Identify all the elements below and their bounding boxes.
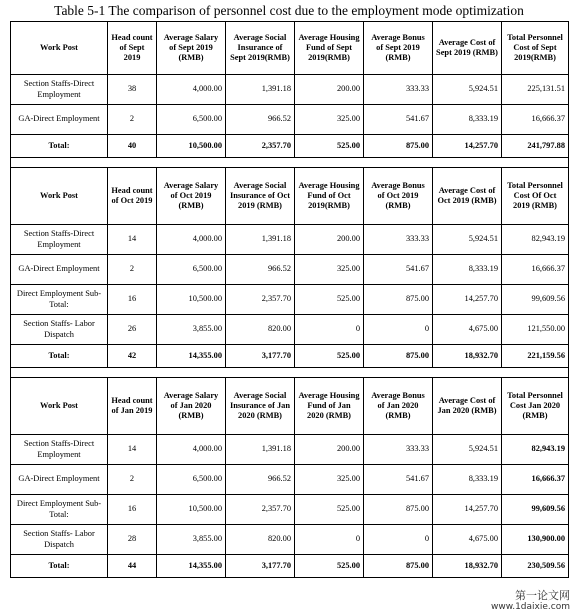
total-cost-cell: 82,943.19 — [502, 435, 569, 465]
head-count-cell: 26 — [108, 315, 157, 345]
header-cell: Head count of Sept 2019 — [108, 22, 157, 75]
total-cost-cell: 225,131.51 — [502, 75, 569, 105]
watermark — [491, 590, 570, 612]
housing-fund-cell: 525.00 — [295, 285, 364, 315]
average-cost-cell: 18,932.70 — [433, 345, 502, 368]
housing-fund-cell: 0 — [295, 315, 364, 345]
average-cost-cell: 14,257.70 — [433, 135, 502, 158]
salary-cell: 3,855.00 — [157, 315, 226, 345]
header-cell: Total Personnel Cost Of Oct 2019 (RMB) — [502, 168, 569, 225]
social-insurance-cell: 2,357.70 — [226, 285, 295, 315]
header-cell: Average Housing Fund of Jan 2020 (RMB) — [295, 378, 364, 435]
total-cost-cell: 99,609.56 — [502, 285, 569, 315]
salary-cell: 4,000.00 — [157, 225, 226, 255]
housing-fund-cell: 200.00 — [295, 225, 364, 255]
section-gap-row — [11, 368, 569, 378]
head-count-cell: 2 — [108, 105, 157, 135]
work-post-cell: Direct Employment Sub-Total: — [11, 285, 108, 315]
bonus-cell: 875.00 — [364, 345, 433, 368]
average-cost-cell: 8,333.19 — [433, 105, 502, 135]
work-post-cell: GA-Direct Employment — [11, 465, 108, 495]
header-cell: Average Bonus of Oct 2019 (RMB) — [364, 168, 433, 225]
header-cell: Average Cost of Oct 2019 (RMB) — [433, 168, 502, 225]
housing-fund-cell: 525.00 — [295, 555, 364, 578]
average-cost-cell: 4,675.00 — [433, 525, 502, 555]
table-row — [11, 255, 569, 285]
head-count-cell: 38 — [108, 75, 157, 105]
social-insurance-cell: 820.00 — [226, 315, 295, 345]
bonus-cell: 541.67 — [364, 255, 433, 285]
work-post-cell: GA-Direct Employment — [11, 255, 108, 285]
section-gap-row — [11, 158, 569, 168]
header-cell: Average Salary of Sept 2019 (RMB) — [157, 22, 226, 75]
table-caption: Table 5-1 The comparison of personnel cost due to the employment mode optimization — [54, 3, 524, 18]
average-cost-cell: 5,924.51 — [433, 435, 502, 465]
gap-cell — [11, 368, 569, 378]
social-insurance-cell: 3,177.70 — [226, 345, 295, 368]
total-cost-cell: 16,666.37 — [502, 255, 569, 285]
housing-fund-cell: 525.00 — [295, 135, 364, 158]
head-count-cell: 44 — [108, 555, 157, 578]
salary-cell: 6,500.00 — [157, 105, 226, 135]
bonus-cell: 333.33 — [364, 75, 433, 105]
total-row — [11, 345, 569, 368]
head-count-cell: 2 — [108, 465, 157, 495]
header-cell: Average Cost of Jan 2020 (RMB) — [433, 378, 502, 435]
social-insurance-cell: 966.52 — [226, 255, 295, 285]
total-cost-cell: 221,159.56 — [502, 345, 569, 368]
social-insurance-cell: 820.00 — [226, 525, 295, 555]
salary-cell: 14,355.00 — [157, 555, 226, 578]
bonus-cell: 541.67 — [364, 465, 433, 495]
total-cost-cell: 241,797.88 — [502, 135, 569, 158]
housing-fund-cell: 325.00 — [295, 255, 364, 285]
header-cell: Average Social Insurance of Sept 2019(RMB) — [226, 22, 295, 75]
housing-fund-cell: 200.00 — [295, 435, 364, 465]
header-cell: Average Salary of Oct 2019 (RMB) — [157, 168, 226, 225]
average-cost-cell: 14,257.70 — [433, 495, 502, 525]
salary-cell: 6,500.00 — [157, 255, 226, 285]
salary-cell: 3,855.00 — [157, 525, 226, 555]
average-cost-cell: 14,257.70 — [433, 285, 502, 315]
table-row — [11, 75, 569, 105]
work-post-cell: Section Staffs-Direct Employment — [11, 225, 108, 255]
header-row — [11, 168, 569, 225]
average-cost-cell: 5,924.51 — [433, 225, 502, 255]
header-cell: Total Personnel Cost of Sept 2019(RMB) — [502, 22, 569, 75]
header-cell: Average Social Insurance of Jan 2020 (RMB) — [226, 378, 295, 435]
bonus-cell: 0 — [364, 315, 433, 345]
average-cost-cell: 8,333.19 — [433, 465, 502, 495]
work-post-cell: GA-Direct Employment — [11, 105, 108, 135]
work-post-cell: Total: — [11, 555, 108, 578]
social-insurance-cell: 2,357.70 — [226, 135, 295, 158]
salary-cell: 10,500.00 — [157, 135, 226, 158]
bonus-cell: 875.00 — [364, 285, 433, 315]
head-count-cell: 28 — [108, 525, 157, 555]
housing-fund-cell: 525.00 — [295, 495, 364, 525]
work-post-cell: Total: — [11, 345, 108, 368]
header-cell: Average Social Insurance of Oct 2019 (RMB) — [226, 168, 295, 225]
social-insurance-cell: 2,357.70 — [226, 495, 295, 525]
header-row — [11, 378, 569, 435]
total-cost-cell: 16,666.37 — [502, 465, 569, 495]
header-cell: Work Post — [11, 168, 108, 225]
header-cell: Average Cost of Sept 2019 (RMB) — [433, 22, 502, 75]
bonus-cell: 333.33 — [364, 435, 433, 465]
total-cost-cell: 121,550.00 — [502, 315, 569, 345]
salary-cell: 4,000.00 — [157, 75, 226, 105]
social-insurance-cell: 1,391.18 — [226, 75, 295, 105]
salary-cell: 14,355.00 — [157, 345, 226, 368]
watermark-title: 第一论文网 — [515, 589, 570, 602]
social-insurance-cell: 1,391.18 — [226, 225, 295, 255]
housing-fund-cell: 325.00 — [295, 105, 364, 135]
bonus-cell: 875.00 — [364, 135, 433, 158]
table-row — [11, 315, 569, 345]
total-cost-cell: 230,509.56 — [502, 555, 569, 578]
table-row — [11, 225, 569, 255]
header-cell: Average Bonus of Sept 2019 (RMB) — [364, 22, 433, 75]
salary-cell: 10,500.00 — [157, 495, 226, 525]
gap-cell — [11, 158, 569, 168]
work-post-cell: Total: — [11, 135, 108, 158]
head-count-cell: 16 — [108, 285, 157, 315]
work-post-cell: Section Staffs- Labor Dispatch — [11, 525, 108, 555]
header-cell: Head count of Jan 2019 — [108, 378, 157, 435]
social-insurance-cell: 3,177.70 — [226, 555, 295, 578]
salary-cell: 6,500.00 — [157, 465, 226, 495]
work-post-cell: Section Staffs- Labor Dispatch — [11, 315, 108, 345]
social-insurance-cell: 1,391.18 — [226, 435, 295, 465]
head-count-cell: 40 — [108, 135, 157, 158]
watermark-url: www.1daixie.com — [490, 602, 570, 612]
header-cell: Average Housing Fund of Oct 2019(RMB) — [295, 168, 364, 225]
head-count-cell: 16 — [108, 495, 157, 525]
work-post-cell: Section Staffs-Direct Employment — [11, 435, 108, 465]
header-cell: Average Housing Fund of Sept 2019(RMB) — [295, 22, 364, 75]
average-cost-cell: 5,924.51 — [433, 75, 502, 105]
total-cost-cell: 82,943.19 — [502, 225, 569, 255]
housing-fund-cell: 200.00 — [295, 75, 364, 105]
social-insurance-cell: 966.52 — [226, 105, 295, 135]
table-row — [11, 105, 569, 135]
bonus-cell: 875.00 — [364, 555, 433, 578]
bonus-cell: 333.33 — [364, 225, 433, 255]
average-cost-cell: 8,333.19 — [433, 255, 502, 285]
bonus-cell: 875.00 — [364, 495, 433, 525]
average-cost-cell: 4,675.00 — [433, 315, 502, 345]
header-cell: Total Personnel Cost Jan 2020 (RMB) — [502, 378, 569, 435]
housing-fund-cell: 0 — [295, 525, 364, 555]
social-insurance-cell: 966.52 — [226, 465, 295, 495]
table-row — [11, 525, 569, 555]
head-count-cell: 14 — [108, 435, 157, 465]
header-cell: Work Post — [11, 22, 108, 75]
head-count-cell: 14 — [108, 225, 157, 255]
bonus-cell: 0 — [364, 525, 433, 555]
bonus-cell: 541.67 — [364, 105, 433, 135]
work-post-cell: Direct Employment Sub-Total: — [11, 495, 108, 525]
total-cost-cell: 16,666.37 — [502, 105, 569, 135]
header-cell: Head count of Oct 2019 — [108, 168, 157, 225]
total-row — [11, 555, 569, 578]
table-row — [11, 465, 569, 495]
header-cell: Average Bonus of Jan 2020 (RMB) — [364, 378, 433, 435]
salary-cell: 4,000.00 — [157, 435, 226, 465]
header-cell: Average Salary of Jan 2020 (RMB) — [157, 378, 226, 435]
average-cost-cell: 18,932.70 — [433, 555, 502, 578]
work-post-cell: Section Staffs-Direct Employment — [11, 75, 108, 105]
salary-cell: 10,500.00 — [157, 285, 226, 315]
total-cost-cell: 99,609.56 — [502, 495, 569, 525]
housing-fund-cell: 525.00 — [295, 345, 364, 368]
table-row — [11, 285, 569, 315]
table-row — [11, 495, 569, 525]
housing-fund-cell: 325.00 — [295, 465, 364, 495]
head-count-cell: 2 — [108, 255, 157, 285]
personnel-cost-table — [10, 21, 569, 578]
total-row — [11, 135, 569, 158]
head-count-cell: 42 — [108, 345, 157, 368]
header-row — [11, 22, 569, 75]
table-row — [11, 435, 569, 465]
total-cost-cell: 130,900.00 — [502, 525, 569, 555]
header-cell: Work Post — [11, 378, 108, 435]
